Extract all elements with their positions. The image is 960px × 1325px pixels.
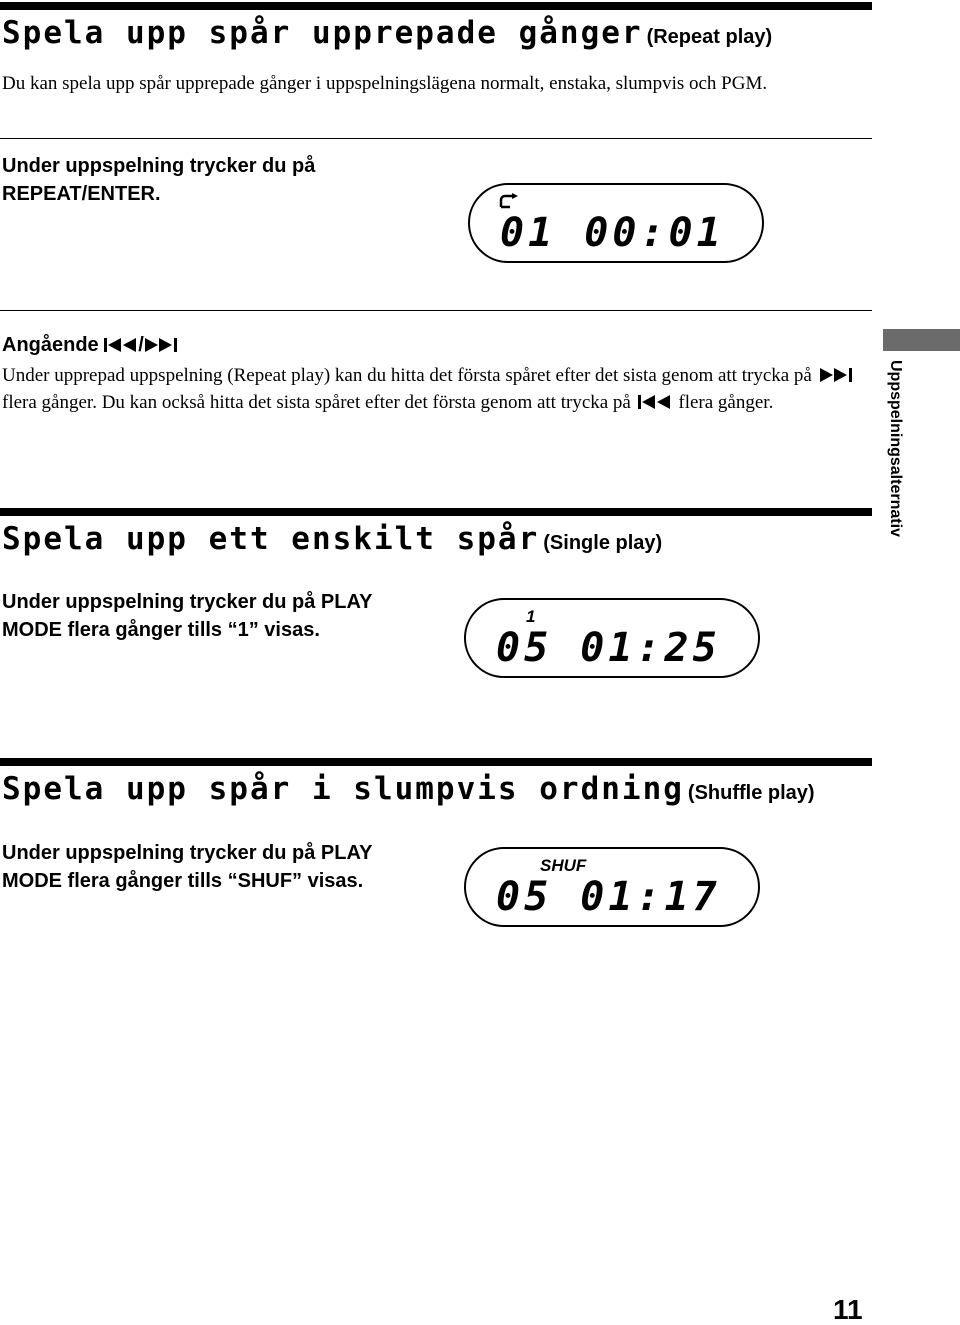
lcd-display-repeat xyxy=(468,183,764,263)
repeat-instruction: Under uppspelning trycker du på REPEAT/ENTER. xyxy=(2,155,316,205)
lcd-digits: 05 01:17 xyxy=(496,874,721,920)
section-title-single: Spela upp ett enskilt spår (Single play) xyxy=(2,521,663,557)
single-instruction: Under uppspelning trycker du på PLAY MODE flera gånger tills “1” visas. xyxy=(2,591,373,641)
about-heading: Angående / xyxy=(2,331,178,359)
repeat-icon xyxy=(498,193,520,211)
section-bar xyxy=(0,758,872,766)
skip-previous-icon xyxy=(636,394,674,410)
section-title-shuffle: Spela upp spår i slumpvis ordning (Shuffle play) xyxy=(2,771,815,807)
skip-previous-icon xyxy=(104,337,138,353)
side-tab xyxy=(883,329,960,351)
lcd-digits: 05 01:25 xyxy=(496,625,721,671)
lcd-display-single xyxy=(464,598,760,678)
divider xyxy=(0,138,872,139)
section-bar xyxy=(0,2,872,10)
skip-next-icon xyxy=(817,367,855,383)
lcd-digits: 01 00:01 xyxy=(500,210,725,256)
page-number: 11 xyxy=(833,1294,863,1325)
lcd-indicator: 1 xyxy=(526,607,536,626)
section-subtitle-shuffle: (Shuffle play) xyxy=(687,782,815,804)
lcd-display-shuffle xyxy=(464,847,760,927)
divider xyxy=(0,310,872,311)
section-title-repeat: Spela upp spår upprepade gånger (Repeat play) xyxy=(2,15,773,51)
section-subtitle-repeat: (Repeat play) xyxy=(646,26,773,48)
repeat-intro: Du kan spela upp spår upprepade gånger i uppspelningslägena normalt, enstaka, slumpvis och PGM. xyxy=(2,73,768,94)
shuffle-instruction: Under uppspelning trycker du på PLAY MODE flera gånger tills “SHUF” visas. xyxy=(2,842,373,892)
about-body: Under upprepad uppspelning (Repeat play) kan du hitta det första spåret efter det sista genom att trycka på flera gånger. Du kan också hitta det sista spåret efter det första genom att trycka på flera gånger. xyxy=(2,362,872,416)
skip-next-icon xyxy=(144,337,178,353)
section-subtitle-single: (Single play) xyxy=(543,532,663,554)
side-tab-label: Uppspelningsalternativ xyxy=(887,360,904,537)
lcd-indicator: SHUF xyxy=(540,856,587,875)
section-bar xyxy=(0,508,872,516)
